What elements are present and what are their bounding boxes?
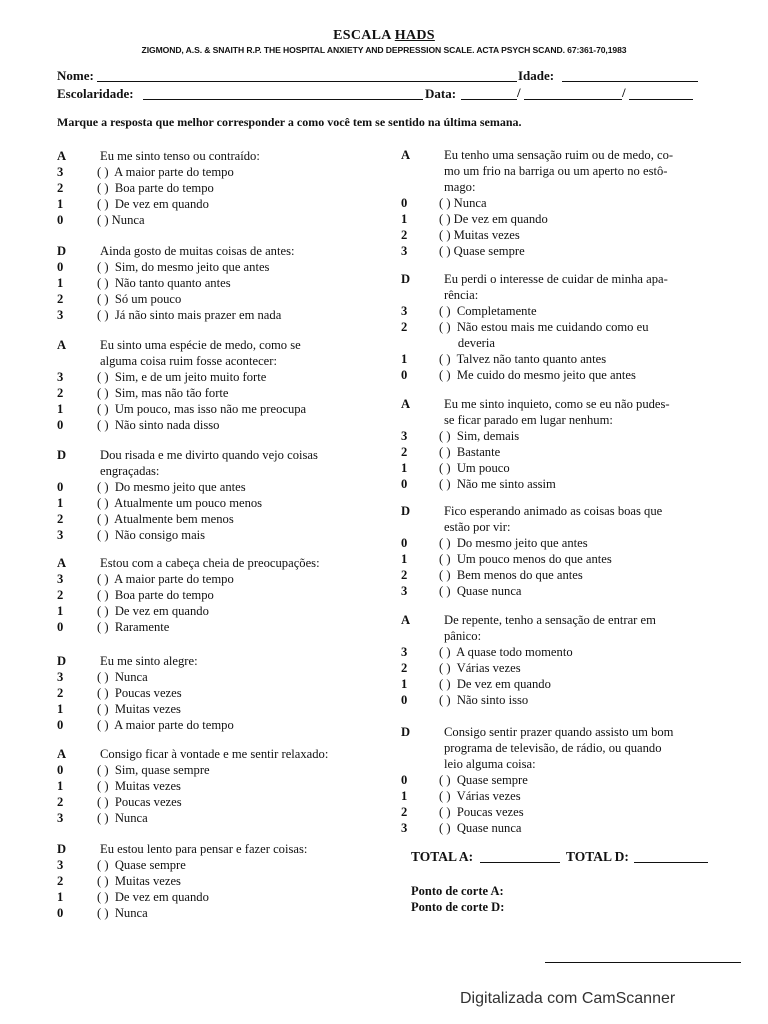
option-text[interactable]: ( ) Sim, demais [439, 429, 520, 443]
option-text[interactable]: ( ) Não sinto nada disso [97, 418, 220, 432]
option-text[interactable]: ( ) Bem menos do que antes [439, 568, 583, 582]
option-score: 1 [57, 276, 64, 290]
option-text[interactable]: ( ) Boa parte do tempo [97, 181, 214, 195]
option-score: 1 [401, 789, 408, 803]
option-score: 0 [57, 260, 64, 274]
question-text: mago: [444, 180, 476, 194]
option-score: 0 [57, 213, 64, 227]
option-text[interactable]: ( ) A maior parte do tempo [97, 165, 234, 179]
data-label: Data: [425, 86, 457, 101]
option-score: 3 [401, 584, 408, 598]
option-score: 3 [401, 821, 408, 835]
option-score: 2 [401, 805, 408, 819]
option-score: 0 [57, 480, 64, 494]
option-text[interactable]: ( ) Quase nunca [439, 821, 522, 835]
question-text: rência: [444, 288, 479, 302]
option-score: 1 [401, 677, 408, 691]
option-text[interactable]: ( ) Só um pouco [97, 292, 182, 306]
option-score: 1 [57, 890, 64, 904]
option-text[interactable]: ( ) Atualmente bem menos [97, 512, 234, 526]
option-text[interactable]: ( ) A maior parte do tempo [97, 572, 234, 586]
option-text[interactable]: ( ) Já não sinto mais prazer em nada [97, 308, 282, 322]
title-prefix: ESCALA [333, 28, 395, 43]
option-score: 2 [401, 445, 408, 459]
option-text[interactable]: ( ) Muitas vezes [97, 874, 181, 888]
idade-label: Idade: [518, 68, 555, 83]
question-text: Eu me sinto alegre: [100, 654, 198, 668]
option-score: 2 [57, 386, 64, 400]
question-text: De repente, tenho a sensação de entrar em [444, 613, 656, 627]
option-text[interactable]: ( ) Atualmente um pouco menos [97, 496, 263, 510]
option-score: 3 [57, 370, 64, 384]
option-text[interactable]: ( ) Quase sempre [97, 858, 186, 872]
nome-label: Nome: [57, 68, 94, 83]
option-score: 0 [57, 906, 64, 920]
question-text: Estou com a cabeça cheia de preocupações: [100, 556, 320, 570]
question-text: engraçadas: [100, 464, 160, 478]
subscale-label: D [401, 725, 411, 739]
option-text[interactable]: ( ) Nunca [97, 670, 148, 684]
subscale-label: A [57, 338, 67, 352]
question-text: Eu me sinto tenso ou contraído: [100, 149, 260, 163]
option-text[interactable]: ( ) Quase sempre [439, 244, 525, 258]
option-score: 1 [57, 496, 64, 510]
option-score: 3 [401, 429, 408, 443]
escolaridade-field[interactable] [143, 99, 423, 100]
option-score: 2 [401, 228, 408, 242]
question-text: pânico: [444, 629, 482, 643]
option-text[interactable]: ( ) Talvez não tanto quanto antes [439, 352, 607, 366]
question-text: Dou risada e me divirto quando vejo coisas [100, 448, 318, 462]
subscale-label: D [57, 448, 67, 462]
option-score: 2 [401, 661, 408, 675]
option-text[interactable]: ( ) Sim, mas não tão forte [97, 386, 229, 400]
option-score: 2 [57, 874, 64, 888]
option-text[interactable]: ( ) Bastante [439, 445, 501, 459]
question-text: Consigo sentir prazer quando assisto um bom [444, 725, 674, 739]
question-text: Eu sinto uma espécie de medo, como se [100, 338, 301, 352]
escolaridade-label: Escolaridade: [57, 86, 134, 101]
option-text[interactable]: ( ) Um pouco menos do que antes [439, 552, 612, 566]
data-slash-2: / [622, 85, 626, 100]
option-score: 0 [57, 763, 64, 777]
option-text[interactable]: ( ) Várias vezes [439, 661, 521, 675]
option-text[interactable]: deveria [439, 336, 495, 350]
option-score: 3 [401, 645, 408, 659]
option-score: 0 [57, 620, 64, 634]
option-score: 3 [57, 572, 64, 586]
total-a-field[interactable] [480, 862, 560, 863]
option-score: 1 [401, 552, 408, 566]
option-score: 2 [57, 686, 64, 700]
option-text[interactable]: ( ) Não me sinto assim [439, 477, 556, 491]
ponto-corte-a: Ponto de corte A: [411, 884, 504, 898]
option-score: 2 [57, 181, 64, 195]
option-score: 1 [57, 402, 64, 416]
option-score: 0 [401, 536, 408, 550]
option-text[interactable]: ( ) Não tanto quanto antes [97, 276, 231, 290]
idade-field[interactable] [562, 81, 698, 82]
option-text[interactable]: ( ) Muitas vezes [97, 779, 181, 793]
option-text[interactable]: ( ) De vez em quando [439, 677, 551, 691]
subscale-label: A [401, 148, 411, 162]
subscale-label: A [401, 613, 411, 627]
subscale-label: D [401, 504, 411, 518]
citation: ZIGMOND, A.S. & SNAITH R.P. THE HOSPITAL ANXIETY AND DEPRESSION SCALE. ACTA PSYCH SCAND. 67:361-70,1983 [141, 45, 627, 55]
option-text[interactable]: ( ) Do mesmo jeito que antes [97, 480, 246, 494]
option-text[interactable]: ( ) Sim, e de um jeito muito forte [97, 370, 267, 384]
option-score: 3 [401, 304, 408, 318]
nome-field[interactable] [97, 81, 517, 82]
option-score: 2 [57, 588, 64, 602]
option-text[interactable]: ( ) Muitas vezes [439, 228, 520, 242]
option-score: 1 [57, 197, 64, 211]
question-text: alguma coisa ruim fosse acontecer: [100, 354, 277, 368]
option-text[interactable]: ( ) Não estou mais me cuidando como eu [439, 320, 649, 334]
option-score: 3 [57, 528, 64, 542]
total-d-field[interactable] [634, 862, 708, 863]
option-text[interactable]: ( ) Poucas vezes [97, 795, 182, 809]
option-text[interactable]: ( ) Do mesmo jeito que antes [439, 536, 588, 550]
subscale-label: A [57, 149, 67, 163]
total-a-label: TOTAL A: [411, 849, 474, 864]
option-score: 1 [57, 604, 64, 618]
option-text[interactable]: ( ) Não sinto isso [439, 693, 529, 707]
subscale-label: D [401, 272, 411, 286]
data-slash-1: / [517, 85, 521, 100]
option-text[interactable]: ( ) De vez em quando [97, 604, 209, 618]
option-score: 2 [57, 292, 64, 306]
question-text: se ficar parado em lugar nenhum: [444, 413, 613, 427]
option-score: 0 [401, 196, 408, 210]
subscale-label: D [57, 654, 67, 668]
option-score: 1 [401, 461, 408, 475]
option-text[interactable]: ( ) Boa parte do tempo [97, 588, 214, 602]
subscale-label: A [57, 556, 67, 570]
subscale-label: D [57, 244, 67, 258]
subscale-label: A [57, 747, 67, 761]
option-text[interactable]: ( ) Um pouco [439, 461, 510, 475]
question-text: Eu perdi o interesse de cuidar de minha apa- [444, 272, 668, 286]
option-text[interactable]: ( ) De vez em quando [97, 890, 209, 904]
question-text: Fico esperando animado as coisas boas que [444, 504, 663, 518]
option-score: 3 [57, 811, 64, 825]
option-text[interactable]: ( ) Nunca [97, 906, 148, 920]
option-score: 2 [57, 512, 64, 526]
subscale-label: D [57, 842, 67, 856]
option-text[interactable]: ( ) Sim, quase sempre [97, 763, 210, 777]
option-text[interactable]: ( ) Me cuido do mesmo jeito que antes [439, 368, 636, 382]
camscanner-footer: Digitalizada com CamScanner [460, 990, 676, 1007]
option-text[interactable]: ( ) Sim, do mesmo jeito que antes [97, 260, 270, 274]
option-text[interactable]: ( ) Completamente [439, 304, 537, 318]
option-text[interactable]: ( ) Nunca [439, 196, 487, 210]
option-text[interactable]: ( ) A maior parte do tempo [97, 718, 234, 732]
question-text: Ainda gosto de muitas coisas de antes: [100, 244, 295, 258]
option-score: 3 [57, 165, 64, 179]
question-text: Eu estou lento para pensar e fazer coisas: [100, 842, 308, 856]
option-score: 3 [57, 858, 64, 872]
option-text[interactable]: ( ) Raramente [97, 620, 170, 634]
option-text[interactable]: ( ) Várias vezes [439, 789, 521, 803]
option-text[interactable]: ( ) Muitas vezes [97, 702, 181, 716]
page-title [0, 28, 768, 44]
title-hads: HADS [394, 28, 435, 43]
ponto-corte-d: Ponto de corte D: [411, 900, 505, 914]
option-text[interactable]: ( ) Quase sempre [439, 773, 528, 787]
option-score: 0 [57, 418, 64, 432]
signature-line [545, 962, 741, 963]
total-d-label: TOTAL D: [566, 849, 629, 864]
option-text[interactable]: ( ) Poucas vezes [439, 805, 524, 819]
question-text: estão por vir: [444, 520, 511, 534]
option-text[interactable]: ( ) De vez em quando [439, 212, 548, 226]
option-score: 3 [57, 670, 64, 684]
question-text: Eu me sinto inquieto, como se eu não pudes- [444, 397, 670, 411]
option-score: 1 [57, 779, 64, 793]
option-score: 1 [401, 212, 408, 226]
option-score: 0 [57, 718, 64, 732]
option-score: 1 [57, 702, 64, 716]
option-score: 0 [401, 477, 408, 491]
option-text[interactable]: ( ) A quase todo momento [439, 645, 573, 659]
option-text[interactable]: ( ) Um pouco, mas isso não me preocupa [97, 402, 307, 416]
question-text: mo um frio na barriga ou um aperto no estô- [444, 164, 668, 178]
option-text[interactable]: ( ) Quase nunca [439, 584, 522, 598]
subscale-label: A [401, 397, 411, 411]
data-month-field[interactable] [524, 99, 622, 100]
option-text[interactable]: ( ) Poucas vezes [97, 686, 182, 700]
question-text: programa de televisão, de rádio, ou quando [444, 741, 662, 755]
option-text[interactable]: ( ) Nunca [97, 213, 145, 227]
option-score: 0 [401, 368, 408, 382]
option-score: 0 [401, 693, 408, 707]
option-text[interactable]: ( ) Nunca [97, 811, 148, 825]
option-score: 2 [57, 795, 64, 809]
data-day-field[interactable] [461, 99, 517, 100]
option-score: 2 [401, 568, 408, 582]
question-text: Eu tenho uma sensação ruim ou de medo, co- [444, 148, 674, 162]
option-score: 3 [57, 308, 64, 322]
question-text: leio alguma coisa: [444, 757, 536, 771]
question-text: Consigo ficar à vontade e me sentir relaxado: [100, 747, 329, 761]
data-year-field[interactable] [629, 99, 693, 100]
instruction-text: Marque a resposta que melhor corresponder a como você tem se sentido na última semana. [57, 115, 522, 129]
option-score: 0 [401, 773, 408, 787]
option-text[interactable]: ( ) De vez em quando [97, 197, 209, 211]
option-score: 3 [401, 244, 408, 258]
option-text[interactable]: ( ) Não consigo mais [97, 528, 206, 542]
option-score: 2 [401, 320, 408, 334]
option-score: 1 [401, 352, 408, 366]
